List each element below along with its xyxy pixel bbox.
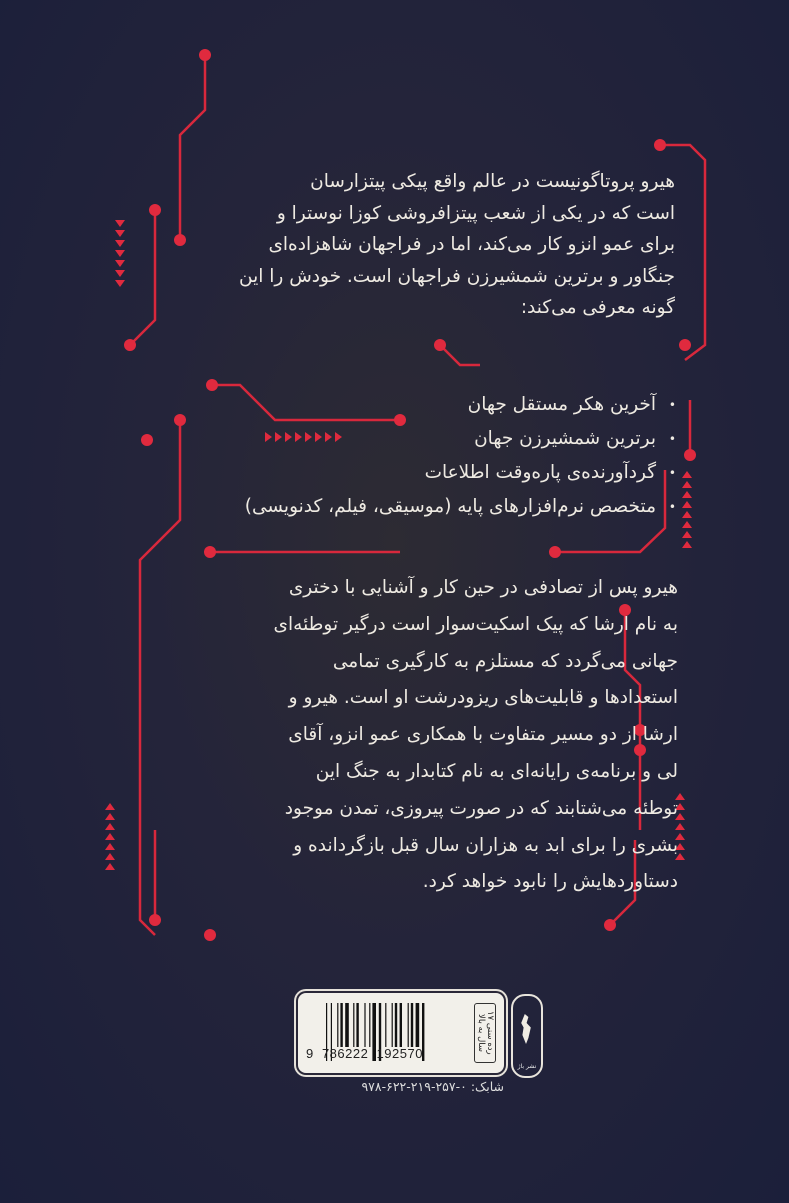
barcode-bar xyxy=(369,1003,370,1047)
barcode-bar xyxy=(364,1003,365,1047)
barcode-bar xyxy=(395,1003,397,1047)
barcode-bar xyxy=(411,1003,413,1047)
story-line: استعدادها و قابلیت‌های ریزودرشت او است. هیرو و xyxy=(288,687,678,709)
publisher-name: نشر باژ xyxy=(517,1063,537,1070)
feature-list xyxy=(160,388,678,524)
publisher-logo xyxy=(511,994,543,1078)
intro-line: برای عمو انزو کار می‌کند، اما در فراجهان شاهزاده‌ای xyxy=(268,234,675,255)
story-line: جهانی می‌گردد که مستلزم به کارگیری تمامی xyxy=(332,650,678,672)
intro-line: جنگاور و برترین شمشیرزن فراجهان است. خودش را این xyxy=(239,265,675,287)
barcode xyxy=(298,993,504,1073)
barcode-bar xyxy=(345,1003,349,1047)
barcode-bar xyxy=(416,1003,420,1047)
intro-line: هیرو پروتاگونیست در عالم واقع پیکی پیتزارسان xyxy=(310,171,675,192)
list-item: • گردآورنده‌ی پاره‌وقت اطلاعات xyxy=(160,456,678,490)
list-item: • آخرین هکر مستقل جهان xyxy=(160,388,678,422)
barcode-bar xyxy=(400,1003,402,1047)
barcode-bar xyxy=(356,1003,358,1047)
list-item: • برترین شمشیرزن جهان xyxy=(160,422,678,456)
intro-line: است که در یکی از شعب پیتزافروشی کوزا نوسترا و xyxy=(276,202,675,224)
isbn-label: شابک: ۰-۲۵۷-۲۱۹-۶۲۲-۹۷۸ xyxy=(361,1079,504,1094)
story-line: به نام ارشا که پیک اسکیت‌سوار است درگیر توطئه‌ای xyxy=(273,613,678,635)
barcode-bar xyxy=(392,1003,393,1047)
barcode-bar xyxy=(385,1003,386,1047)
barcode-number: 9 786222 192570 xyxy=(306,1046,423,1061)
story-paragraph xyxy=(170,570,678,901)
story-line: هیرو پس از تصادفی در حین کار و آشنایی با دختری xyxy=(288,577,678,598)
barcode-bar xyxy=(337,1003,338,1047)
story-line: توطئه می‌شتابند که در صورت پیروزی، تمدن موجود xyxy=(284,797,678,819)
barcode-bar xyxy=(353,1003,354,1047)
logo-mark-icon xyxy=(520,1014,532,1044)
story-line: بشری را برای ابد به هزاران سال قبل بازگردانده و xyxy=(293,834,678,856)
intro-line: گونه معرفی می‌کند: xyxy=(520,297,675,318)
story-line: ارشا از دو مسیر متفاوت با همکاری عمو انزو، آقای xyxy=(288,724,678,746)
story-line: لی و برنامه‌ی رایانه‌ای به نام کتابدار به جنگ این xyxy=(315,760,678,782)
intro-paragraph xyxy=(163,166,675,324)
barcode-bar xyxy=(408,1003,409,1047)
list-item: • متخصص نرم‌افزارهای پایه (موسیقی، فیلم، کدنویسی) xyxy=(160,490,678,524)
age-rating-badge: رده سنی ۱۷ سال به بالا xyxy=(474,1003,496,1063)
story-line: دستاوردهایش را نابود خواهد کرد. xyxy=(422,871,678,893)
barcode-bar xyxy=(340,1003,342,1047)
